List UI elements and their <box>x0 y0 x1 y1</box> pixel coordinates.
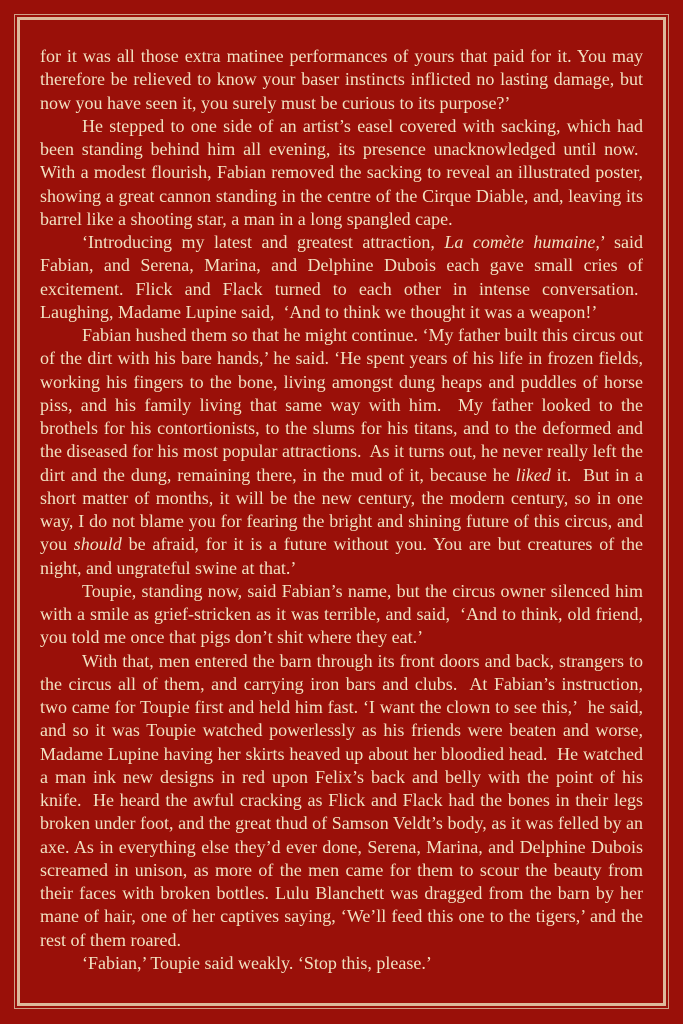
paragraph <box>40 650 643 952</box>
text-run: Toupie, standing now, said Fabian’s name, but the circus owner silenced him with a smile as grief-stricken as it was terrible, and said, ‘And to think, old friend, you told me once that pigs don’t shit where they eat.’ <box>40 580 643 648</box>
text-run: ‘Fabian,’ Toupie said weakly. ‘Stop this, please.’ <box>82 952 432 973</box>
paragraph <box>40 115 643 231</box>
paragraph <box>40 952 643 975</box>
paragraph <box>40 324 643 580</box>
page-border-outer <box>14 14 669 1009</box>
page-border-inner <box>17 17 666 1006</box>
text-run: ‘Introducing my latest and greatest attraction, <box>82 232 445 252</box>
text-run: it. But in a short matter of months, it will be the new century, the modern century, so in one way, I do not blame you for fearing the bright and shining future of this circus, and you <box>40 464 643 555</box>
italic-text-run: liked <box>515 464 551 485</box>
text-run: With that, men entered the barn through its front doors and back, strangers to the circus all of them, and carrying iron bars and clubs. At Fabian’s instruction, two came for Toupie first and held him fast. ‘I want the clown to see this,’ he said, and so it was Toupie watched powerlessly as his friends were beaten and worse, Madame Lupine having her skirts heaved up about her bloodied head. He watched a man ink new designs in red upon Felix’s back and belly with the point of his knife. He heard the awful cracking as Flick and Flack had the bones in their legs broken under foot, and the great thud of Samson Veldt’s body, as it was felled by an axe. As in everything else they’d ever done, Serena, Marina, and Delphine Dubois screamed in unison, as more of the men came for them to scour the beauty from their faces with broken bottles. Lulu Blanchett was dragged from the barn by her mane of hair, one of her captives saying, ‘We’ll feed this one to the tigers,’ and the rest of them roared. <box>40 650 643 950</box>
text-run: ’ said Fabian, and Serena, Marina, and Delphine Dubois each gave small cries of excitement. Flick and Flack turned to each other in intense conversation. Laughing, Madame Lupine said, ‘And to think we thought it was a weapon!’ <box>40 232 643 322</box>
paragraph <box>40 231 643 324</box>
text-run: for it was all those extra matinee performances of yours that paid for it. You may therefore be relieved to know your baser instincts inflicted no lasting damage, but now you have seen it, you surely must be curious to its purpose?’ <box>40 46 643 113</box>
text-run: be afraid, for it is a future without you. You are but creatures of the night, and ungrateful swine at that.’ <box>40 534 643 578</box>
paragraph <box>40 580 643 650</box>
italic-text-run: should <box>73 534 122 555</box>
text-run: He stepped to one side of an artist’s easel covered with sacking, which had been standing behind him all evening, its presence unacknowledged until now. With a modest flourish, Fabian removed the sacking to reveal an illustrated poster, showing a great cannon standing in the centre of the Cirque Diable, and, leaving its barrel like a shooting star, a man in a long spangled cape. <box>40 115 643 229</box>
text-run: Fabian hushed them so that he might continue. ‘My father built this circus out of the dirt with his bare hands,’ he said. ‘He spent years of his life in frozen fields, working his fingers to the bone, living amongst dung heaps and puddles of horse piss, and his family living that same way with him. My father looked to the brothels for his contortionists, to the slums for his titans, and to the deformed and the diseased for his most popular attractions. As it turns out, he never really left the dirt and the dung, remaining there, in the mud of it, because he <box>40 325 643 485</box>
page-text <box>20 20 663 1003</box>
paragraph <box>40 45 643 115</box>
italic-text-run: La comète humaine, <box>444 232 600 252</box>
